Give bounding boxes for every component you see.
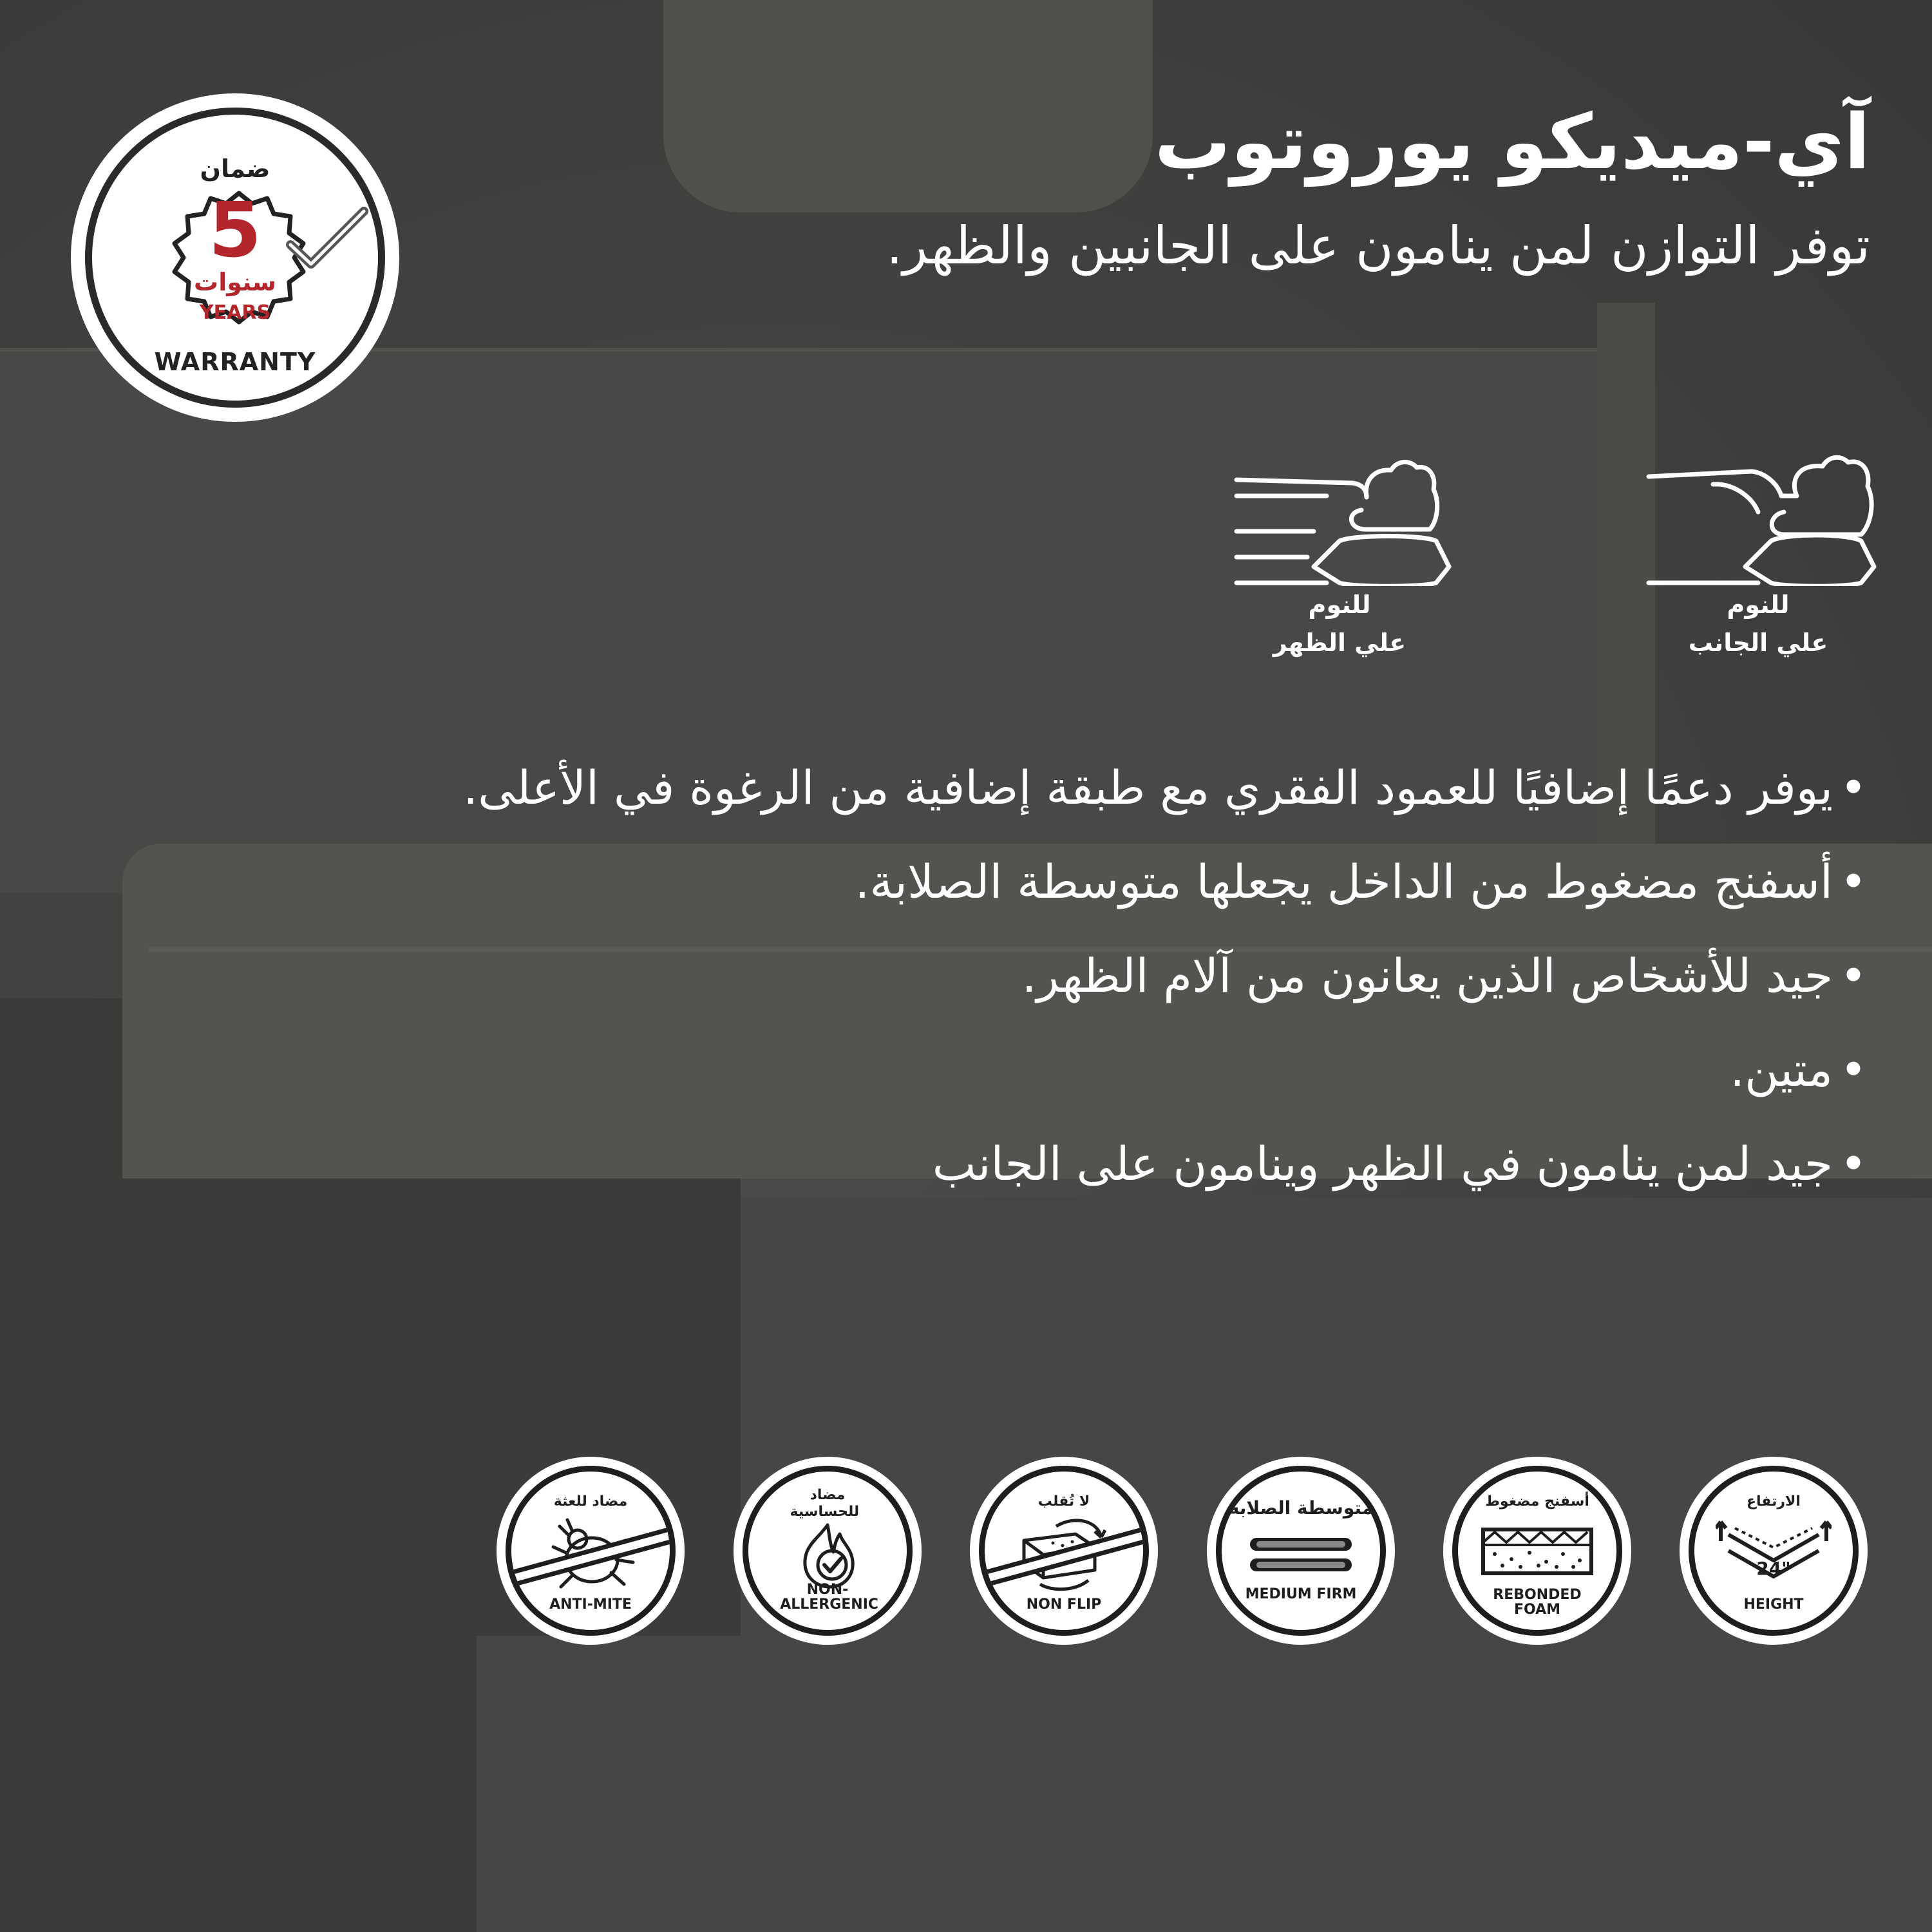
- sleep-position-side-line2: علي الجانب: [1688, 628, 1828, 657]
- badge-height-value: 24": [1756, 1558, 1791, 1579]
- badge-non-flip: [970, 1457, 1158, 1645]
- side-sleeper-icon: [1636, 451, 1880, 586]
- feature-text: يوفر دعمًا إضافيًا للعمود الفقري مع طبقة إضافية من الرغوة في الأعلى.: [463, 761, 1833, 815]
- warranty-years-ar: سنوات: [194, 268, 276, 296]
- badge-rebonded-foam: [1443, 1457, 1631, 1645]
- product-subtitle: توفر التوازن لمن ينامون على الجانبين والظهر.: [886, 216, 1870, 276]
- feature-item: [71, 835, 1874, 929]
- feature-text: جيد لمن ينامون في الظهر وينامون على الجانب: [932, 1137, 1833, 1191]
- badge-height-ar: الارتفاع: [1747, 1493, 1801, 1510]
- height-icon: [1716, 1515, 1832, 1593]
- badge-ring: [1689, 1466, 1859, 1636]
- sleep-position-side: [1629, 451, 1887, 662]
- feature-text: جيد للأشخاص الذين يعانون من آلام الظهر.: [1021, 949, 1833, 1003]
- badge-ring: [506, 1466, 676, 1636]
- badge-height: [1680, 1457, 1868, 1645]
- feature-text: أسفنج مضغوط من الداخل يجعلها متوسطة الصلابة.: [855, 855, 1833, 909]
- feature-item: [71, 741, 1874, 835]
- back-sleeper-icon: [1217, 451, 1462, 586]
- badge-allergy-ar: مضاد للحساسية: [790, 1487, 860, 1520]
- non-flip-icon: [979, 1508, 1149, 1605]
- sleep-position-back-line1: للنوم: [1308, 591, 1371, 619]
- rebonded-foam-icon: [1479, 1526, 1595, 1577]
- badge-nonflip-en: NON FLIP: [1026, 1596, 1102, 1613]
- badge-anti-mite: [497, 1457, 685, 1645]
- feature-item: [71, 1023, 1874, 1117]
- warranty-label-en: WARRANTY: [154, 348, 316, 376]
- bullet-icon: •: [1839, 1137, 1868, 1191]
- feature-item: [71, 1117, 1874, 1211]
- badge-ring: [979, 1466, 1149, 1636]
- warranty-years-en: YEARS: [199, 301, 271, 324]
- badge-non-allergenic: [734, 1457, 922, 1645]
- bullet-icon: •: [1839, 949, 1868, 1003]
- feature-item: [71, 929, 1874, 1023]
- badge-mite-en: ANTI-MITE: [549, 1596, 632, 1613]
- badge-firm-en: MEDIUM FIRM: [1245, 1586, 1357, 1602]
- sleep-position-back: [1211, 451, 1468, 662]
- bullet-icon: •: [1839, 761, 1868, 815]
- non-allergenic-icon: [792, 1520, 863, 1591]
- badge-nonflip-ar: لا تُقلب: [1037, 1493, 1090, 1510]
- badge-ring: [743, 1466, 913, 1636]
- feature-list: [71, 741, 1874, 1211]
- warranty-years-number: 5: [208, 185, 262, 274]
- sleep-position-back-line2: علي الظهر: [1273, 628, 1406, 657]
- badge-firm-ar: متوسطة الصلابة: [1228, 1497, 1374, 1519]
- feature-text: متين.: [1730, 1043, 1833, 1097]
- badge-ring: [1216, 1466, 1386, 1636]
- badge-mite-ar: مضاد للعثة: [553, 1493, 628, 1510]
- warranty-label-ar: ضمان: [200, 155, 270, 183]
- sleep-position-side-line1: للنوم: [1727, 591, 1790, 619]
- background-rug: [477, 1636, 1932, 1932]
- product-title: آي-ميديكو يوروتوب: [1154, 97, 1870, 186]
- badge-ring: [1452, 1466, 1622, 1636]
- bullet-icon: •: [1839, 1043, 1868, 1097]
- medium-firm-icon: [1246, 1533, 1356, 1578]
- bullet-icon: •: [1839, 855, 1868, 909]
- anti-mite-icon: [506, 1508, 676, 1605]
- badge-foam-en: REBONDED FOAM: [1493, 1586, 1582, 1618]
- badge-allergy-en: NON-ALLERGENIC: [780, 1581, 879, 1613]
- badge-medium-firm: [1207, 1457, 1395, 1645]
- badge-height-en: HEIGHT: [1743, 1596, 1804, 1613]
- badge-foam-ar: أسفنج مضغوط: [1485, 1493, 1589, 1510]
